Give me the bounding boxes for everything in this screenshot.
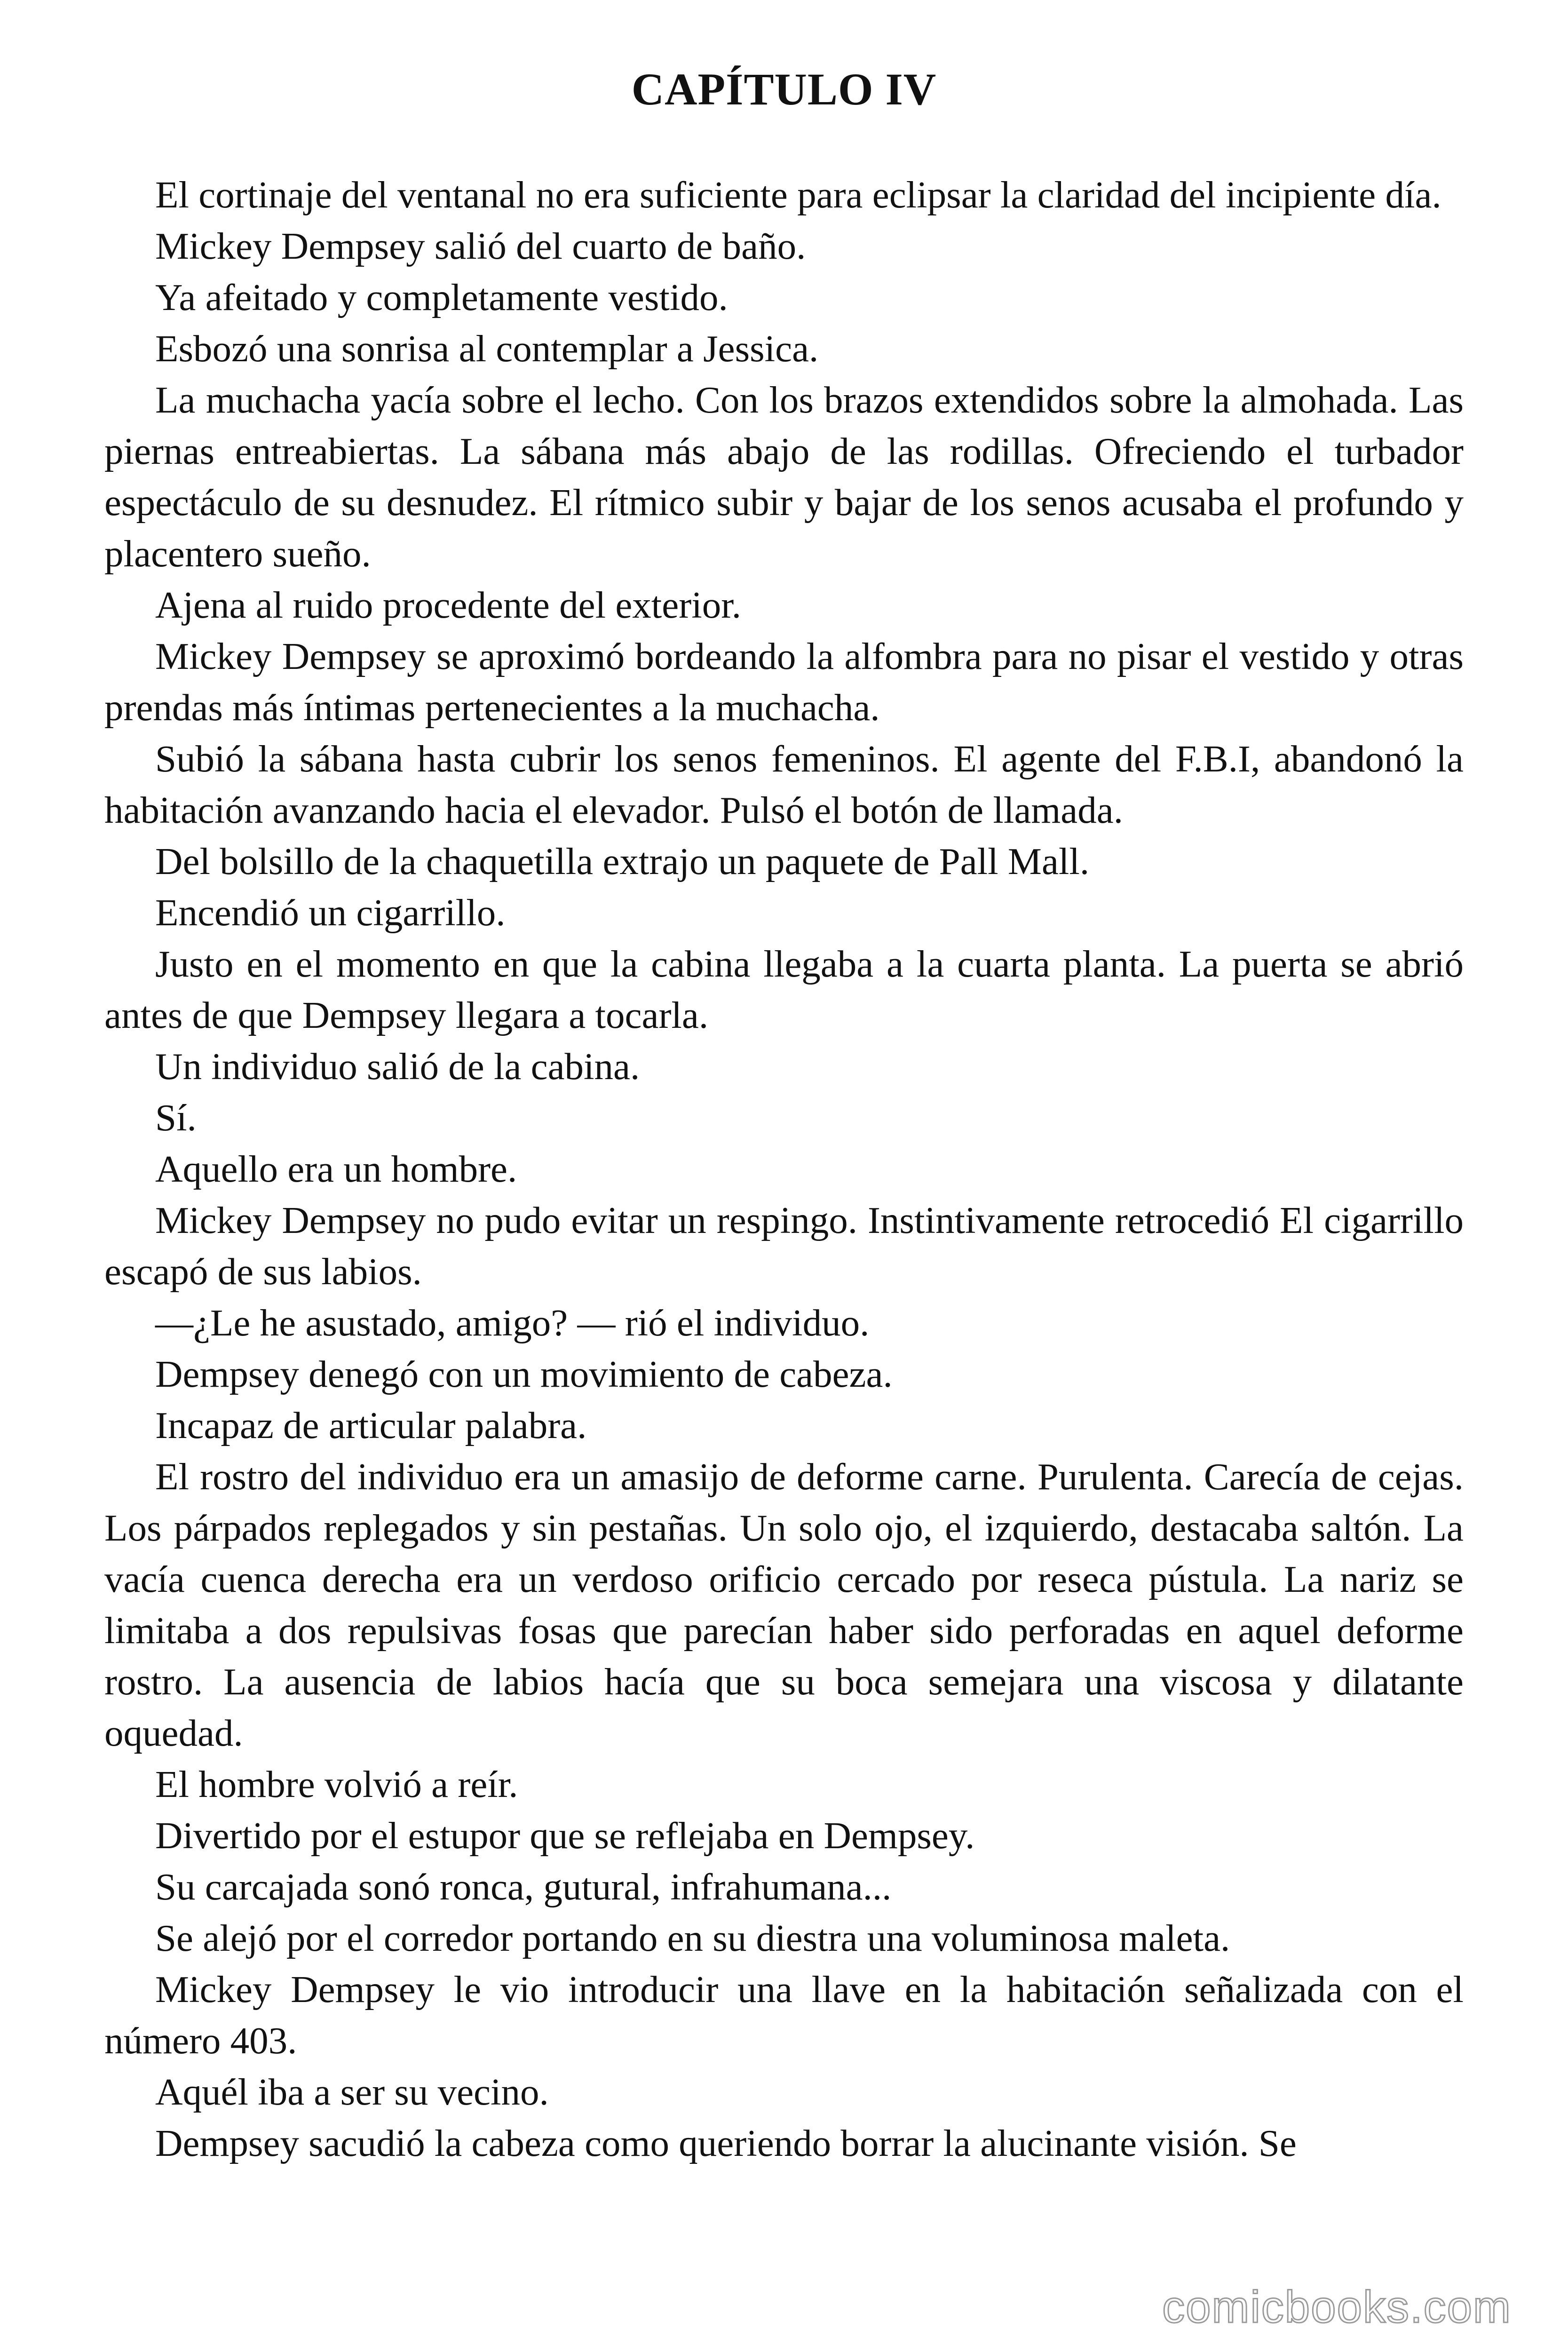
paragraph: Un individuo salió de la cabina. <box>155 1045 640 1088</box>
paragraph: El cortinaje del ventanal no era suficiente para eclipsar la claridad del incipiente día. <box>155 174 1441 216</box>
paragraph: Subió la sábana hasta cubrir los senos femeninos. El agente del F.B.I, abandonó la habitación avanzando hacia el elevador. Pulsó el botón de llamada. <box>104 738 1464 831</box>
paragraph: La muchacha yacía sobre el lecho. Con los brazos extendidos sobre la almohada. Las piernas entreabiertas. La sábana más abajo de las rodillas. Ofreciendo el turbador espectáculo de su desnudez. El rítmico subir y bajar de los senos acusaba el profundo y placentero sueño. <box>104 379 1464 575</box>
paragraph: Ajena al ruido procedente del exterior. <box>155 584 741 626</box>
paragraph: Mickey Dempsey salió del cuarto de baño. <box>155 225 806 267</box>
paragraph: Mickey Dempsey le vio introducir una llave en la habitación señalizada con el número 403. <box>104 1968 1464 2062</box>
paragraph: Divertido por el estupor que se reflejaba en Dempsey. <box>155 1814 975 1857</box>
paragraph: Aquello era un hombre. <box>155 1148 517 1190</box>
paragraph: —¿Le he asustado, amigo? — rió el individuo. <box>155 1302 870 1344</box>
chapter-body <box>104 169 1464 2169</box>
paragraph: Justo en el momento en que la cabina llegaba a la cuarta planta. La puerta se abrió antes de que Dempsey llegara a tocarla. <box>104 943 1464 1036</box>
watermark: comicbooks.com <box>1162 2282 1512 2332</box>
paragraph: Dempsey denegó con un movimiento de cabeza. <box>155 1353 893 1395</box>
paragraph: Incapaz de articular palabra. <box>155 1404 587 1446</box>
paragraph: El rostro del individuo era un amasijo de deforme carne. Purulenta. Carecía de cejas. Los párpados replegados y sin pestañas. Un solo ojo, el izquierdo, destacaba saltón. La vacía cuenca derecha era un verdoso orificio cercado por reseca pústula. La nariz se limitaba a dos repulsivas fosas que parecían haber sido perforadas en aquel deforme rostro. La ausencia de labios hacía que su boca semejara una viscosa y dilatante oquedad. <box>104 1455 1464 1754</box>
paragraph: Mickey Dempsey se aproximó bordeando la alfombra para no pisar el vestido y otras prendas más íntimas pertenecientes a la muchacha. <box>104 635 1464 729</box>
paragraph: Encendió un cigarrillo. <box>155 891 506 934</box>
paragraph: Aquél iba a ser su vecino. <box>155 2071 549 2113</box>
paragraph: Esbozó una sonrisa al contemplar a Jessica. <box>155 327 819 370</box>
paragraph: Dempsey sacudió la cabeza como queriendo borrar la alucinante visión. Se <box>155 2122 1297 2164</box>
paragraph: El hombre volvió a reír. <box>155 1763 518 1805</box>
paragraph: Se alejó por el corredor portando en su diestra una voluminosa maleta. <box>155 1917 1230 1959</box>
chapter-title: CAPÍTULO IV <box>631 64 937 114</box>
paragraph: Su carcajada sonó ronca, gutural, infrahumana... <box>155 1866 892 1908</box>
paragraph: Sí. <box>155 1097 197 1139</box>
paragraph: Ya afeitado y completamente vestido. <box>155 276 728 318</box>
paragraph: Del bolsillo de la chaquetilla extrajo un paquete de Pall Mall. <box>155 840 1090 882</box>
paragraph: Mickey Dempsey no pudo evitar un respingo. Instintivamente retrocedió El cigarrillo escapó de sus labios. <box>104 1199 1464 1293</box>
